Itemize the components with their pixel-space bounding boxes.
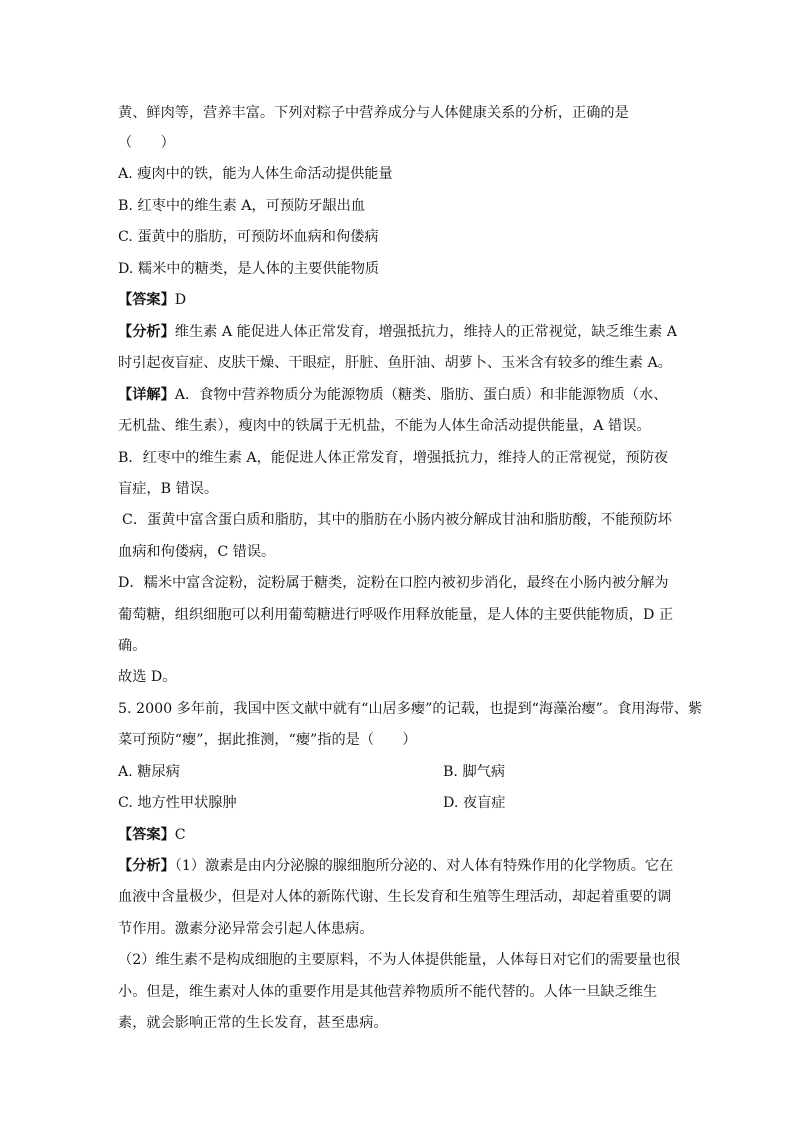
question-stem-continuation: 黄、鲜肉等，营养丰富。下列对粽子中营养成分与人体健康关系的分析，正确的是 [118,105,629,121]
analysis-text: 小。但是，维生素对人体的重要作用是其他营养物质所不能代替的。人体一旦缺乏维生 [118,984,658,1000]
detail-text: 无机盐、维生素），瘦肉中的铁属于无机盐，不能为人体生命活动提供能量，A 错误。 [118,418,651,434]
detail-text: 葡萄糖，组织细胞可以利用葡萄糖进行呼吸作用释放能量，是人体的主要供能物质，D 正 [118,607,674,623]
option-d: D. 糯米中的糖类，是人体的主要供能物质 [118,261,380,277]
analysis-tag: 【分析】 [118,324,175,340]
answer-line [118,290,186,310]
q5-answer-line [118,825,186,845]
answer-tag: 【答案】 [118,292,175,308]
answer-blank: （ ） [118,135,175,151]
analysis-text: 素，就会影响正常的生长发育，甚至患病。 [118,1015,388,1031]
question-5-stem: 菜可预防“瘿”，据此推测，“瘿”指的是（ ） [118,732,417,748]
answer-value: D [174,292,187,308]
analysis-text: （2）维生素不是构成细胞的主要原料，不为人体提供能量，人体每日对它们的需要量也很 [118,952,681,968]
analysis-text: （1）激素是由内分泌腺的腺细胞所分泌的、对人体有特殊作用的化学物质。它在 [174,858,674,874]
detail-tag: 【详解】 [118,387,175,403]
option-b: B. 红枣中的维生素 A，可预防牙龈出血 [118,198,366,214]
detail-text: C．蛋黄中富含蛋白质和脂肪，其中的脂肪在小肠内被分解成甘油和脂肪酸，不能预防坏 [122,512,672,528]
detail-text: A．食物中营养物质分为能源物质（糖类、脂肪、蛋白质）和非能源物质（水、 [174,387,668,403]
detail-text: 血病和佝偻病，C 错误。 [118,544,276,560]
option-c: C. 蛋黄中的脂肪，可预防坏血病和佝偻病 [118,229,379,245]
answer-tag: 【答案】 [118,827,175,843]
detail-text: B．红枣中的维生素 A，能促进人体正常发育，增强抵抗力，维持人的正常视觉，预防夜 [118,450,669,466]
q5-option-b: B. 脚气病 [443,764,506,780]
option-a: A. 瘦肉中的铁，能为人体生命活动提供能量 [118,166,393,182]
analysis-tag: 【分析】 [118,858,175,874]
analysis-text: 血液中含量极少，但是对人体的新陈代谢、生长发育和生殖等生理活动，却起着重要的调 [118,889,672,905]
detail-text: 盲症，B 错误。 [118,481,219,497]
detail-text: 确。 [118,638,147,654]
question-5-stem: 5. 2000 多年前，我国中医文献中就有“山居多瘿”的记载，也提到“海藻治瘿”。食用海带、紫 [118,701,703,717]
detail-text: D．糯米中富含淀粉，淀粉属于糖类，淀粉在口腔内被初步消化，最终在小肠内被分解为 [118,575,669,591]
detail-line [118,385,667,405]
conclusion: 故选 D。 [118,669,177,685]
analysis-text: 时引起夜盲症、皮肤干燥、干眼症，肝脏、鱼肝油、胡萝卜、玉米含有较多的维生素 A。 [118,355,672,371]
q5-option-a: A. 糖尿病 [118,764,180,780]
answer-value: C [174,827,186,843]
q5-analysis-line [118,856,673,876]
q5-option-c: C. 地方性甲状腺肿 [118,795,237,811]
q5-option-d: D. 夜盲症 [443,795,506,811]
analysis-line [118,322,677,342]
analysis-text: 节作用。激素分泌异常会引起人体患病。 [118,921,374,937]
analysis-text: 维生素 A 能促进人体正常发育，增强抵抗力，维持人的正常视觉，缺乏维生素 A [174,324,677,340]
